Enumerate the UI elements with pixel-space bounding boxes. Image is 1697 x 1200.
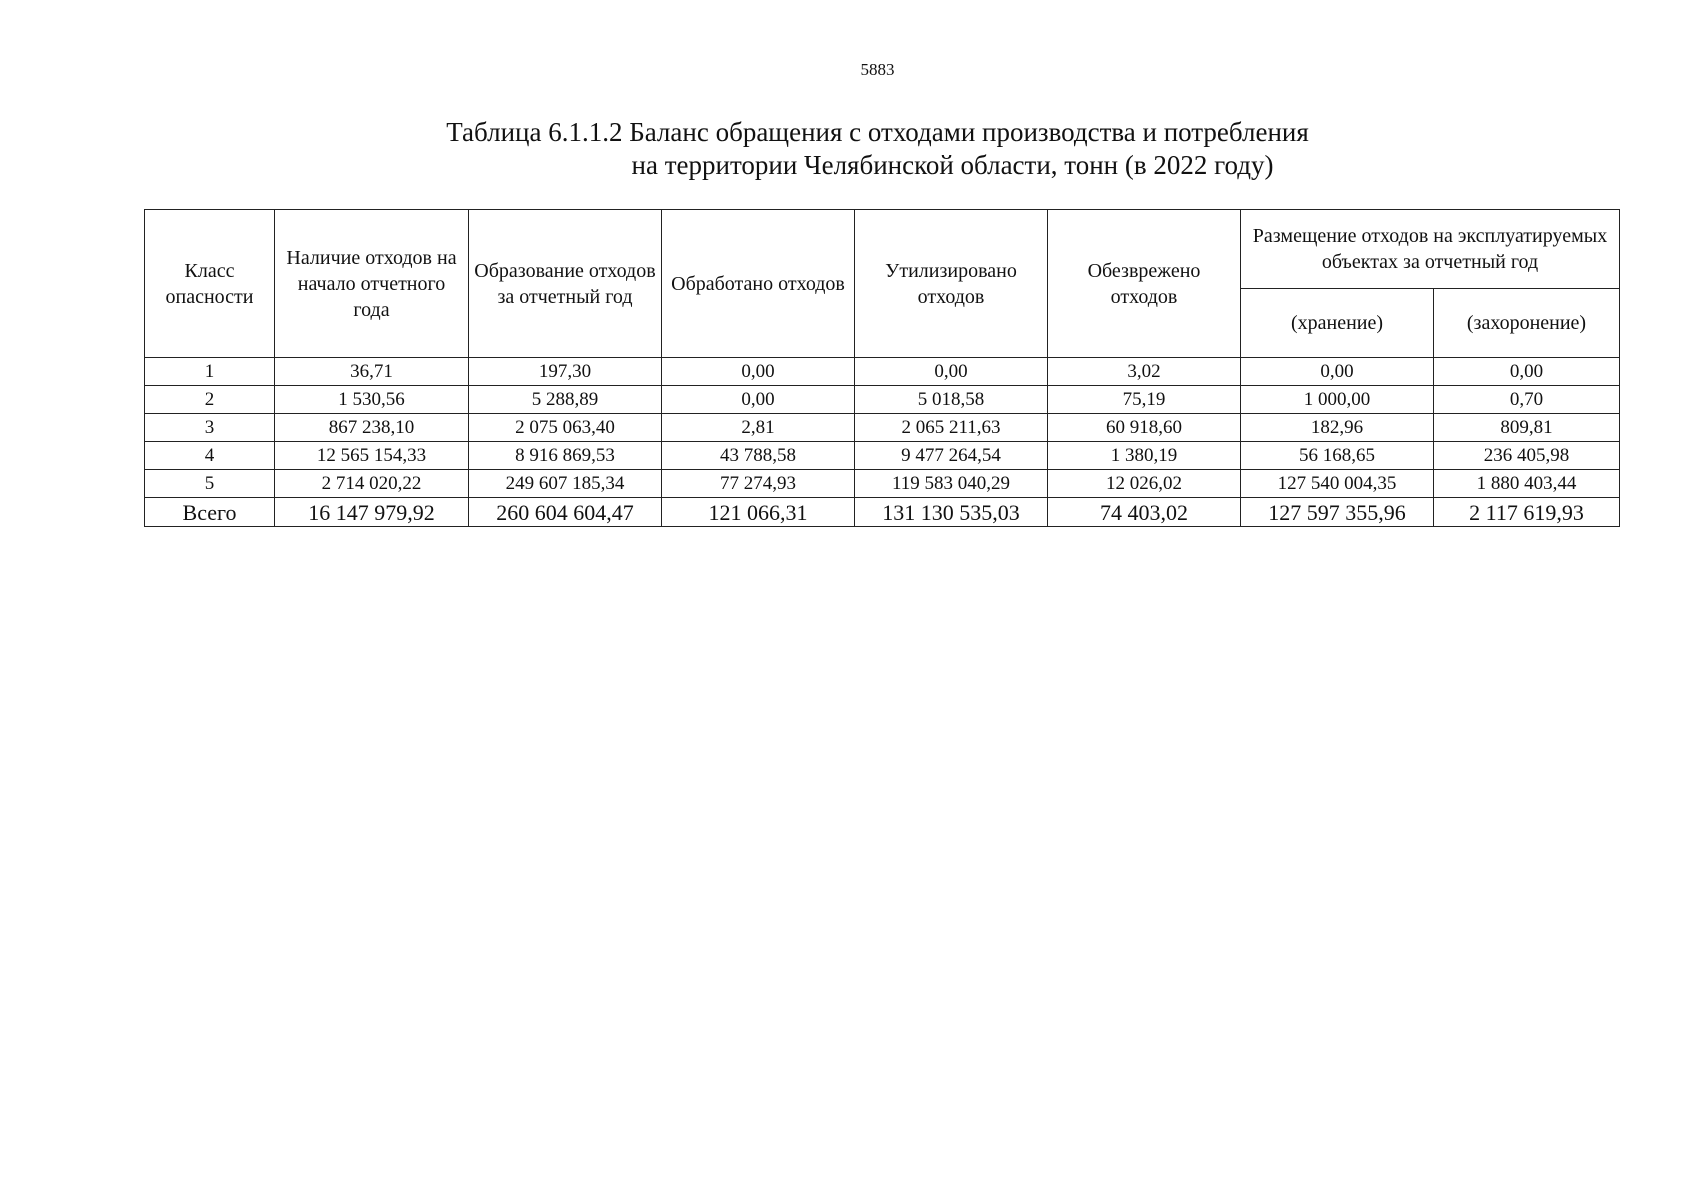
cell-available: 867 238,10 [275,414,469,442]
header-waste-utilized: Утилизировано отходов [855,210,1048,358]
cell-formed: 8 916 869,53 [469,442,662,470]
cell-processed: 43 788,58 [662,442,855,470]
cell-burial: 2 117 619,93 [1434,498,1620,527]
header-waste-processed: Обработано отходов [662,210,855,358]
cell-neutralized: 75,19 [1048,386,1241,414]
cell-hazard-class: 1 [145,358,275,386]
table-row [145,470,1620,498]
header-hazard-class: Класс опасности [145,210,275,358]
cell-hazard-class: 4 [145,442,275,470]
table-row [145,386,1620,414]
cell-hazard-class: 2 [145,386,275,414]
cell-available: 1 530,56 [275,386,469,414]
cell-storage: 182,96 [1241,414,1434,442]
cell-available: 16 147 979,92 [275,498,469,527]
table-row [145,358,1620,386]
table-title-line-2: на территории Челябинской области, тонн (в 2022 году) [631,150,1274,180]
cell-formed: 2 075 063,40 [469,414,662,442]
cell-utilized: 5 018,58 [855,386,1048,414]
table-row [145,414,1620,442]
header-waste-neutralized: Обезврежено отходов [1048,210,1241,358]
cell-storage: 127 597 355,96 [1241,498,1434,527]
table-title-line-1: Таблица 6.1.1.2 Баланс обращения с отходами производства и потребления [446,117,1309,147]
cell-processed: 0,00 [662,386,855,414]
cell-available: 2 714 020,22 [275,470,469,498]
cell-neutralized: 12 026,02 [1048,470,1241,498]
cell-formed: 260 604 604,47 [469,498,662,527]
header-waste-placement: Размещение отходов на эксплуатируемых объектах за отчетный год [1241,210,1620,289]
header-storage: (хранение) [1241,289,1434,358]
cell-neutralized: 1 380,19 [1048,442,1241,470]
cell-burial: 236 405,98 [1434,442,1620,470]
cell-processed: 2,81 [662,414,855,442]
cell-formed: 5 288,89 [469,386,662,414]
cell-burial: 0,00 [1434,358,1620,386]
cell-storage: 127 540 004,35 [1241,470,1434,498]
cell-formed: 197,30 [469,358,662,386]
cell-utilized: 119 583 040,29 [855,470,1048,498]
header-waste-formed: Образование отходов за отчетный год [469,210,662,358]
cell-utilized: 2 065 211,63 [855,414,1048,442]
cell-hazard-class: 3 [145,414,275,442]
waste-balance-table [144,209,1620,527]
cell-hazard-class: 5 [145,470,275,498]
table-row [145,442,1620,470]
cell-available: 12 565 154,33 [275,442,469,470]
cell-processed: 77 274,93 [662,470,855,498]
cell-burial: 0,70 [1434,386,1620,414]
table-title [0,116,1697,182]
cell-burial: 809,81 [1434,414,1620,442]
cell-burial: 1 880 403,44 [1434,470,1620,498]
table-body [145,358,1620,527]
header-burial: (захоронение) [1434,289,1620,358]
cell-utilized: 9 477 264,54 [855,442,1048,470]
cell-formed: 249 607 185,34 [469,470,662,498]
cell-storage: 0,00 [1241,358,1434,386]
cell-processed: 121 066,31 [662,498,855,527]
header-waste-available: Наличие отходов на начало отчетного года [275,210,469,358]
cell-neutralized: 60 918,60 [1048,414,1241,442]
cell-neutralized: 3,02 [1048,358,1241,386]
cell-storage: 56 168,65 [1241,442,1434,470]
cell-hazard-class: Всего [145,498,275,527]
cell-utilized: 0,00 [855,358,1048,386]
cell-utilized: 131 130 535,03 [855,498,1048,527]
cell-available: 36,71 [275,358,469,386]
cell-processed: 0,00 [662,358,855,386]
table-row-total [145,498,1620,527]
cell-neutralized: 74 403,02 [1048,498,1241,527]
cell-storage: 1 000,00 [1241,386,1434,414]
page-number: 5883 [860,60,895,79]
